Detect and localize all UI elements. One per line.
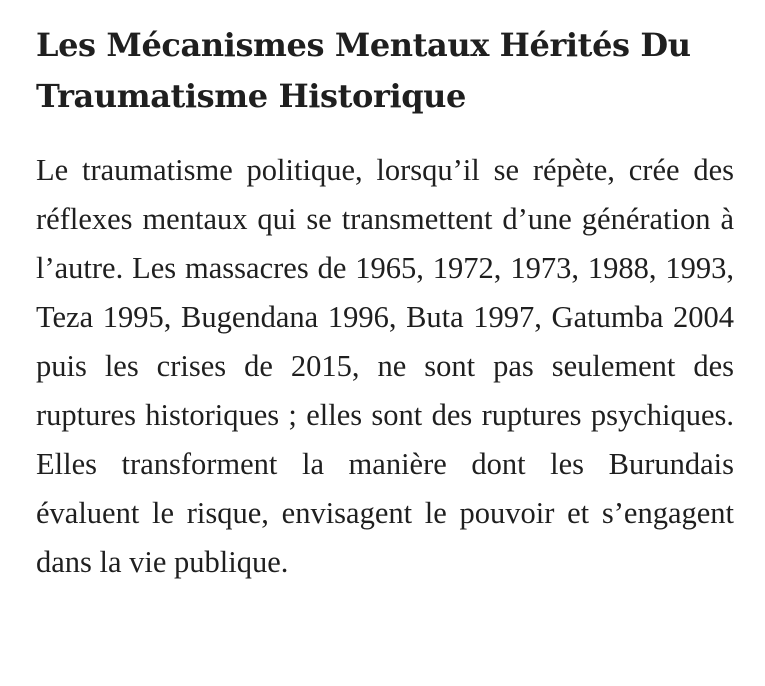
article-paragraph: Le traumatisme politique, lorsqu’il se répète, crée des réflexes mentaux qui se transmettent d’une génération à l’autre. Les massacres de 1965, 1972, 1973, 1988, 1993, Teza 1995, Bugendana 1996, Buta 1997, Gatumba 2004 puis les crises de 2015, ne sont pas seulement des ruptures historiques ; elles sont des ruptures psychiques. Elles transforment la manière dont les Burundais évaluent le risque, envisagent le pouvoir et s’engagent dans la vie publique. (36, 153, 734, 579)
article (36, 0, 734, 587)
article-title: Les Mécanismes Mentaux Hérités Du Traumatisme Historique (36, 26, 691, 115)
